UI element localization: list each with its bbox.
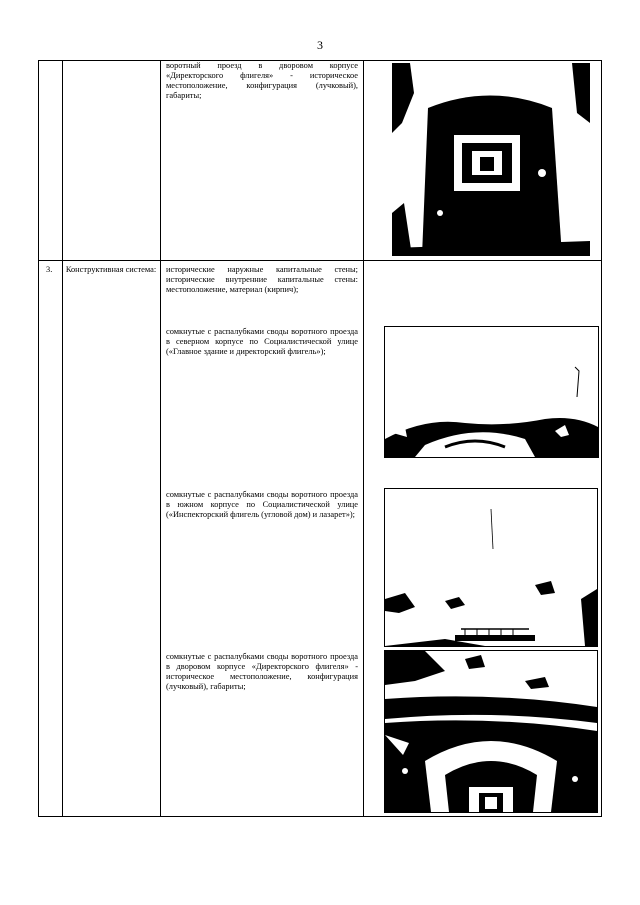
table-row-divider [38, 260, 602, 261]
row-3-item-4: сомкнутые с распалубками своды воротного проезда в дворовом корпусе «Директорского флигеля» - историческое местоположение, конфигурация (лучковый), габариты; [166, 652, 358, 691]
table-col-divider-1 [62, 60, 63, 817]
page-number: 3 [317, 38, 323, 52]
table-col-divider-3 [363, 60, 364, 817]
south-building-vault-photo [384, 488, 598, 647]
row-3-title: Конструктивная система: [65, 265, 157, 274]
vaulted-passage-photo [392, 63, 590, 256]
table-border-bottom [38, 816, 602, 817]
row-3-item-3: сомкнутые с распалубками своды воротного проезда в южном корпусе по Социалистической улице («Инспекторский флигель (угловой дом) и лазарет»); [166, 490, 358, 519]
monument-subject-table [38, 60, 602, 817]
row-3-number: 3. [46, 265, 53, 274]
north-building-vault-photo [384, 326, 599, 458]
table-col-divider-2 [160, 60, 161, 817]
table-border-right [601, 60, 602, 817]
table-border-left [38, 60, 39, 817]
row-top-description: воротный проезд в дворовом корпусе «Директорского флигеля» - историческое местоположение, конфигурация (лучковый), габариты; [166, 61, 358, 100]
courtyard-building-vault-photo [384, 650, 598, 813]
row-3-item-2: сомкнутые с распалубками своды воротного проезда в северном корпусе по Социалистической улице («Главное здание и директорский флигель»); [166, 327, 358, 356]
row-3-item-1: исторические наружные капитальные стены; исторические внутренние капитальные стены: местоположение, материал (кирпич); [166, 265, 358, 294]
